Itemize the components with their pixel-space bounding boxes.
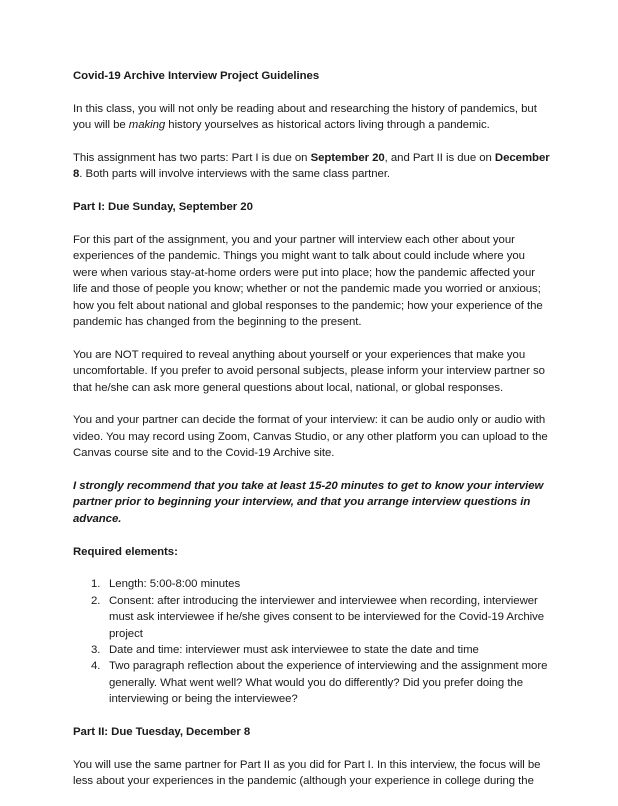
list-item	[73, 576, 551, 592]
part1-paragraph-topics: For this part of the assignment, you and your partner will interview each other about your experiences of the pandemic. Things you might want to talk about could include where you were when various stay-at-home orders were put into place; how the pandemic affected your life and those of people you know; whether or not the pandemic made you worried or anxious; how you felt about national and global responses to the pandemic; how your experience of the pandemic has changed from the beginning to the present.	[73, 234, 543, 329]
list-number: 1.	[91, 578, 101, 591]
list-item	[73, 642, 551, 658]
intro-text: In this class, you will not only be reading about and researching the history of pandemics, but you will be	[73, 102, 537, 132]
document-title: Covid-19 Archive Interview Project Guidelines	[73, 70, 320, 82]
list-item-text: Two paragraph reflection about the experience of interviewing and the assignment more generally. What went well? What would you do differently? Did you prefer doing the interviewing or being the interviewee?	[109, 660, 548, 706]
intro-paragraph	[73, 101, 551, 134]
part1-recommendation: I strongly recommend that you take at least 15-20 minutes to get to know your interview partner prior to beginning your interview, and that you arrange interview questions in advance.	[73, 480, 544, 525]
required-elements-list	[73, 576, 551, 707]
part1-due-date: September 20	[310, 152, 385, 164]
required-elements-heading: Required elements:	[73, 545, 178, 558]
intro-text-end: history yourselves as historical actors living through a pandemic.	[165, 119, 490, 132]
part2-paragraph: You will use the same partner for Part II as you did for Part I. In this interview, the focus will be less about your experiences in the pandemic (although your experience in college during the	[73, 758, 541, 788]
list-item-text: Length: 5:00-8:00 minutes	[109, 578, 241, 591]
summary-text: This assignment has two parts: Part I is due on	[73, 152, 311, 164]
part2-due-date: December 8	[73, 152, 550, 181]
list-number: 3.	[91, 644, 101, 657]
list-number: 2.	[91, 594, 101, 607]
intro-italic-word: making	[128, 119, 166, 132]
part1-paragraph-privacy: You are NOT required to reveal anything about yourself or your experiences that make you uncomfortable. If you prefer to avoid personal subjects, please inform your interview partner so that he/she can ask more general questions about local, national, or global responses.	[73, 348, 545, 394]
part1-heading: Part I: Due Sunday, September 20	[73, 201, 253, 214]
list-item-text: Date and time: interviewer must ask interviewee to state the date and time	[109, 644, 479, 657]
parts-summary-paragraph	[73, 150, 551, 183]
part2-heading: Part II: Due Tuesday, December 8	[73, 726, 251, 739]
summary-text: . Both parts will involve interviews with the same class partner.	[79, 168, 391, 181]
document-page	[73, 68, 551, 806]
part1-paragraph-format: You and your partner can decide the format of your interview: it can be audio only or audio with video. You may record using Zoom, Canvas Studio, or any other platform you can upload to the Canvas course site and to the Covid-19 Archive site.	[73, 414, 548, 460]
list-item	[73, 593, 551, 642]
summary-text: , and Part II is due on	[384, 152, 495, 164]
list-item	[73, 658, 551, 707]
list-item-text: Consent: after introducing the interviewer and interviewee when recording, interviewer must ask interviewee if he/she gives consent to be interviewed for the Covid-19 Archive project	[109, 594, 545, 640]
list-number: 4.	[91, 660, 101, 673]
